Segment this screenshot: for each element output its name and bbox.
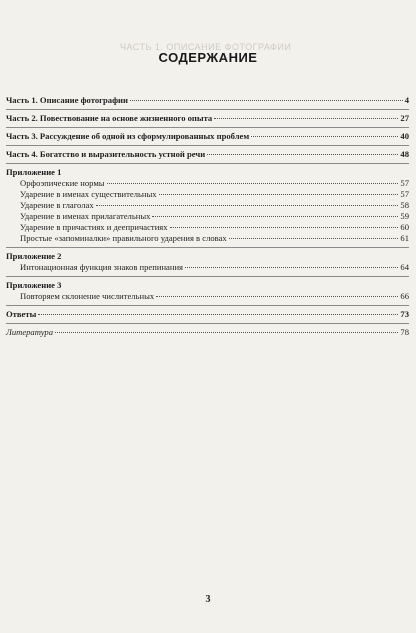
dot-leader	[96, 205, 399, 206]
toc-part4[interactable]	[6, 149, 409, 160]
toc-appendix3-item[interactable]	[6, 291, 409, 302]
dot-leader	[229, 238, 399, 239]
toc-answers[interactable]	[6, 309, 409, 320]
toc-entry-title: Часть 4. Богатство и выразительность устной речи	[6, 149, 206, 159]
table-of-contents	[6, 95, 409, 338]
toc-appendix1-item[interactable]	[6, 222, 409, 233]
divider	[6, 305, 409, 306]
bleed-through-header: ЧАСТЬ 1. ОПИСАНИЕ ФОТОГРАФИИ	[120, 42, 292, 52]
toc-entry-page: 64	[400, 262, 409, 272]
divider	[6, 163, 409, 164]
toc-appendix1-heading: Приложение 1	[6, 167, 62, 177]
dot-leader	[107, 183, 399, 184]
toc-appendix1-item[interactable]	[6, 178, 409, 189]
toc-appendix3-heading: Приложение 3	[6, 280, 62, 290]
toc-entry-title: Ударение в именах прилагательных	[20, 211, 151, 221]
toc-appendix2-item[interactable]	[6, 262, 409, 273]
toc-entry-title: Ответы	[6, 309, 37, 319]
toc-appendix1-item[interactable]	[6, 189, 409, 200]
divider	[6, 323, 409, 324]
toc-entry-page: 4	[404, 95, 409, 105]
dot-leader	[130, 100, 403, 101]
toc-entry-title: Ударение в глаголах	[20, 200, 94, 210]
toc-entry-page: 73	[400, 309, 409, 319]
divider	[6, 276, 409, 277]
toc-appendix1-item[interactable]	[6, 233, 409, 244]
toc-entry-title: Интонационная функция знаков препинания	[20, 262, 184, 272]
dot-leader	[170, 227, 399, 228]
toc-appendix1-item[interactable]	[6, 200, 409, 211]
divider	[6, 127, 409, 128]
toc-entry-page: 27	[400, 113, 409, 123]
toc-entry-page: 40	[400, 131, 409, 141]
dot-leader	[159, 194, 399, 195]
toc-entry-page: 60	[400, 222, 409, 232]
dot-leader	[55, 332, 398, 333]
toc-part2[interactable]	[6, 113, 409, 124]
toc-entry-title: Часть 2. Повествование на основе жизненного опыта	[6, 113, 213, 123]
dot-leader	[251, 136, 398, 137]
toc-entry-title: Часть 3. Рассуждение об одной из сформулированных проблем	[6, 131, 250, 141]
toc-entry-page: 59	[400, 211, 409, 221]
toc-entry-title: Часть 1. Описание фотографии	[6, 95, 128, 105]
toc-part1[interactable]	[6, 95, 409, 106]
dot-leader	[38, 314, 398, 315]
toc-entry-title: Простые «запоминалки» правильного ударения в словах	[20, 233, 227, 243]
dot-leader	[152, 216, 398, 217]
toc-entry-title: Ударение в причастиях и деепричастиях	[20, 222, 168, 232]
toc-entry-page: 66	[400, 291, 409, 301]
toc-entry-page: 48	[400, 149, 409, 159]
toc-literature[interactable]	[6, 327, 409, 338]
dot-leader	[156, 296, 398, 297]
toc-entry-title: Литература	[6, 327, 54, 337]
divider	[6, 109, 409, 110]
toc-entry-page: 78	[400, 327, 409, 337]
toc-entry-title: Повторяем склонение числительных	[20, 291, 155, 301]
divider	[6, 247, 409, 248]
dot-leader	[214, 118, 398, 119]
toc-entry-title: Орфоэпические нормы	[20, 178, 105, 188]
toc-entry-page: 61	[400, 233, 409, 243]
toc-entry-title: Ударение в именах существительных	[20, 189, 157, 199]
divider	[6, 145, 409, 146]
toc-appendix2-heading: Приложение 2	[6, 251, 62, 261]
toc-entry-page: 57	[400, 189, 409, 199]
toc-entry-page: 57	[400, 178, 409, 188]
toc-entry-page: 58	[400, 200, 409, 210]
toc-appendix1-item[interactable]	[6, 211, 409, 222]
dot-leader	[185, 267, 398, 268]
page-title: СОДЕРЖАНИЕ	[158, 50, 258, 65]
page-number: 3	[205, 594, 211, 605]
dot-leader	[207, 154, 398, 155]
toc-part3[interactable]	[6, 131, 409, 142]
